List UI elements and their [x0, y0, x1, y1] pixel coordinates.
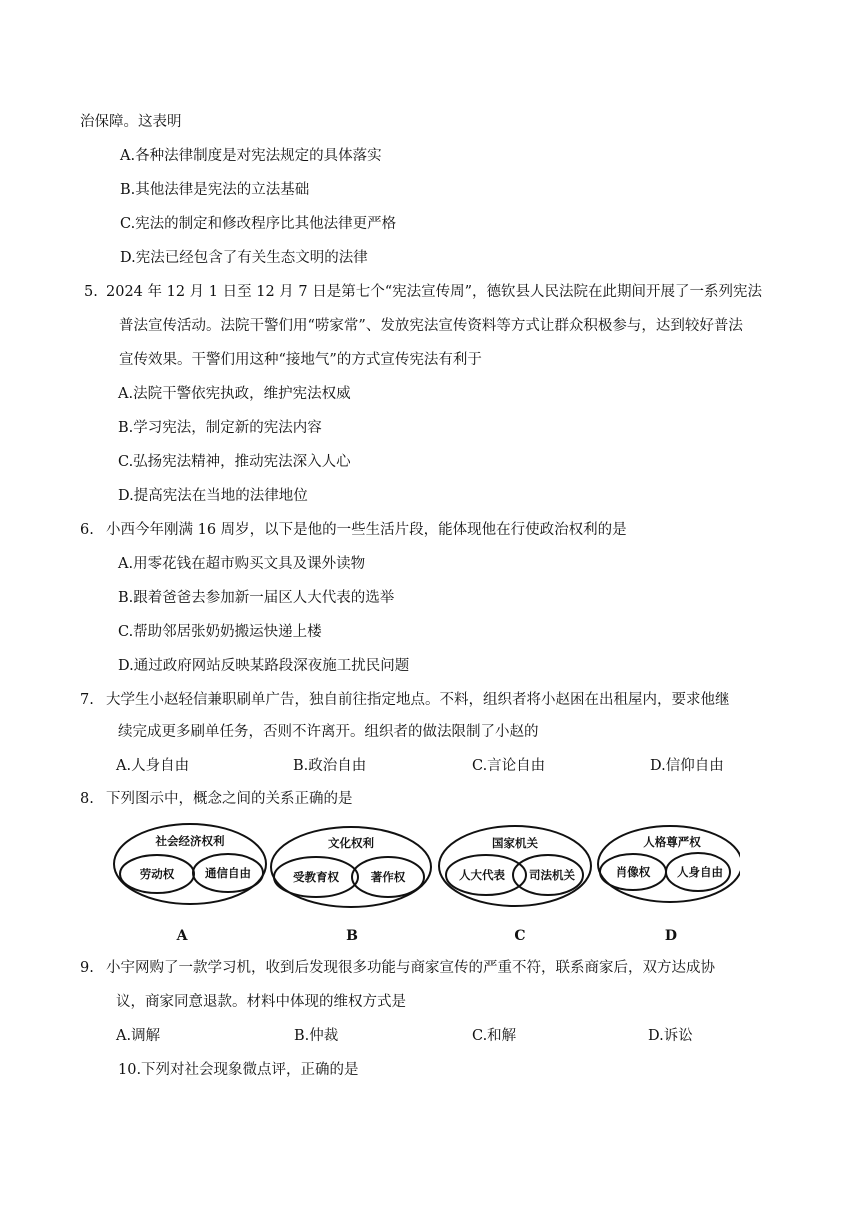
q6-option-b: B.跟着爸爸去参加新一届区人大代表的选举	[118, 590, 395, 606]
diagram-b	[271, 827, 431, 944]
q4-option-a: A.各种法律制度是对宪法规定的具体落实	[120, 148, 382, 164]
q5-option-a: A.法院干警依宪执政，维护宪法权威	[118, 386, 351, 402]
q4-option-b: B.其他法律是宪法的立法基础	[120, 182, 310, 198]
q7-number: 7.	[80, 692, 94, 708]
diagram-a-right-label: 通信自由	[205, 866, 251, 880]
q7-stem-line-1: 大学生小赵轻信兼职刷单广告，独自前往指定地点。不料，组织者将小赵困在出租屋内，要求他继	[106, 692, 730, 708]
q7-stem-line-2: 续完成更多刷单任务，否则不许离开。组织者的做法限制了小赵的	[118, 724, 539, 740]
q7-option-c: C.言论自由	[472, 758, 546, 774]
diagram-a-left-label: 劳动权	[139, 867, 175, 881]
diagram-c-right-label: 司法机关	[529, 868, 575, 882]
q9-stem-line-2: 议，商家同意退款。材料中体现的维权方式是	[116, 994, 406, 1010]
q9-stem-line-1: 小宇网购了一款学习机，收到后发现很多功能与商家宣传的严重不符，联系商家后，双方达成协	[106, 960, 715, 976]
q8-diagrams	[112, 822, 740, 950]
diagram-c-letter: C	[514, 928, 526, 944]
diagram-c-left-label: 人大代表	[459, 868, 505, 882]
q6-stem-line-1: 小西今年刚满 16 周岁，以下是他的一些生活片段，能体现他在行使政治权利的是	[106, 522, 627, 538]
diagram-c	[439, 826, 591, 944]
diagram-b-outer-label: 文化权利	[328, 836, 374, 850]
q4-option-d: D.宪法已经包含了有关生态文明的法律	[120, 250, 368, 266]
q5-option-b: B.学习宪法，制定新的宪法内容	[118, 420, 322, 436]
diagram-d	[598, 826, 740, 944]
diagram-d-left-label: 肖像权	[615, 865, 651, 879]
diagram-b-right-label: 著作权	[370, 870, 406, 884]
q8-number: 8.	[80, 791, 94, 807]
diagram-d-right-label: 人身自由	[677, 865, 723, 879]
q7-option-d: D.信仰自由	[650, 758, 724, 774]
q4-option-c: C.宪法的制定和修改程序比其他法律更严格	[120, 216, 397, 232]
diagram-b-left-label: 受教育权	[293, 870, 339, 884]
q9-option-d: D.诉讼	[648, 1028, 693, 1044]
q10-stem: 10.下列对社会现象微点评，正确的是	[118, 1062, 359, 1078]
diagram-b-letter: B	[346, 928, 358, 944]
q6-option-c: C.帮助邻居张奶奶搬运快递上楼	[118, 624, 322, 640]
diagram-a-outer-label: 社会经济权利	[155, 834, 225, 848]
q9-option-c: C.和解	[472, 1028, 517, 1044]
q5-option-d: D.提高宪法在当地的法律地位	[118, 488, 308, 504]
diagram-a	[114, 824, 266, 944]
q5-number: 5.	[84, 284, 98, 300]
q8-stem-line-1: 下列图示中，概念之间的关系正确的是	[106, 791, 353, 807]
diagram-d-letter: D	[664, 928, 678, 944]
q6-option-d: D.通过政府网站反映某路段深夜施工扰民问题	[118, 658, 410, 674]
q7-option-a: A.人身自由	[116, 758, 190, 774]
q6-number: 6.	[80, 522, 94, 538]
q5-option-c: C.弘扬宪法精神，推动宪法深入人心	[118, 454, 351, 470]
q5-stem-line-2: 普法宣传活动。法院干警们用“唠家常”、发放宪法宣传资料等方式让群众积极参与，达到较好普法	[119, 318, 743, 334]
diagram-d-outer-label: 人格尊严权	[643, 835, 701, 849]
q5-stem-line-1: 2024 年 12 月 1 日至 12 月 7 日是第七个“宪法宣传周”，德钦县人民法院在此期间开展了一系列宪法	[106, 284, 763, 300]
q4-stem-tail: 治保障。这表明	[80, 114, 182, 130]
q7-option-b: B.政治自由	[293, 758, 367, 774]
q9-number: 9.	[80, 960, 94, 976]
q9-option-b: B.仲裁	[294, 1028, 339, 1044]
q5-stem-line-3: 宣传效果。干警们用这种“接地气”的方式宣传宪法有利于	[119, 352, 482, 368]
q6-option-a: A.用零花钱在超市购买文具及课外读物	[118, 556, 366, 572]
diagram-c-outer-label: 国家机关	[492, 836, 538, 850]
diagram-a-letter: A	[176, 928, 188, 944]
q9-option-a: A.调解	[116, 1028, 161, 1044]
